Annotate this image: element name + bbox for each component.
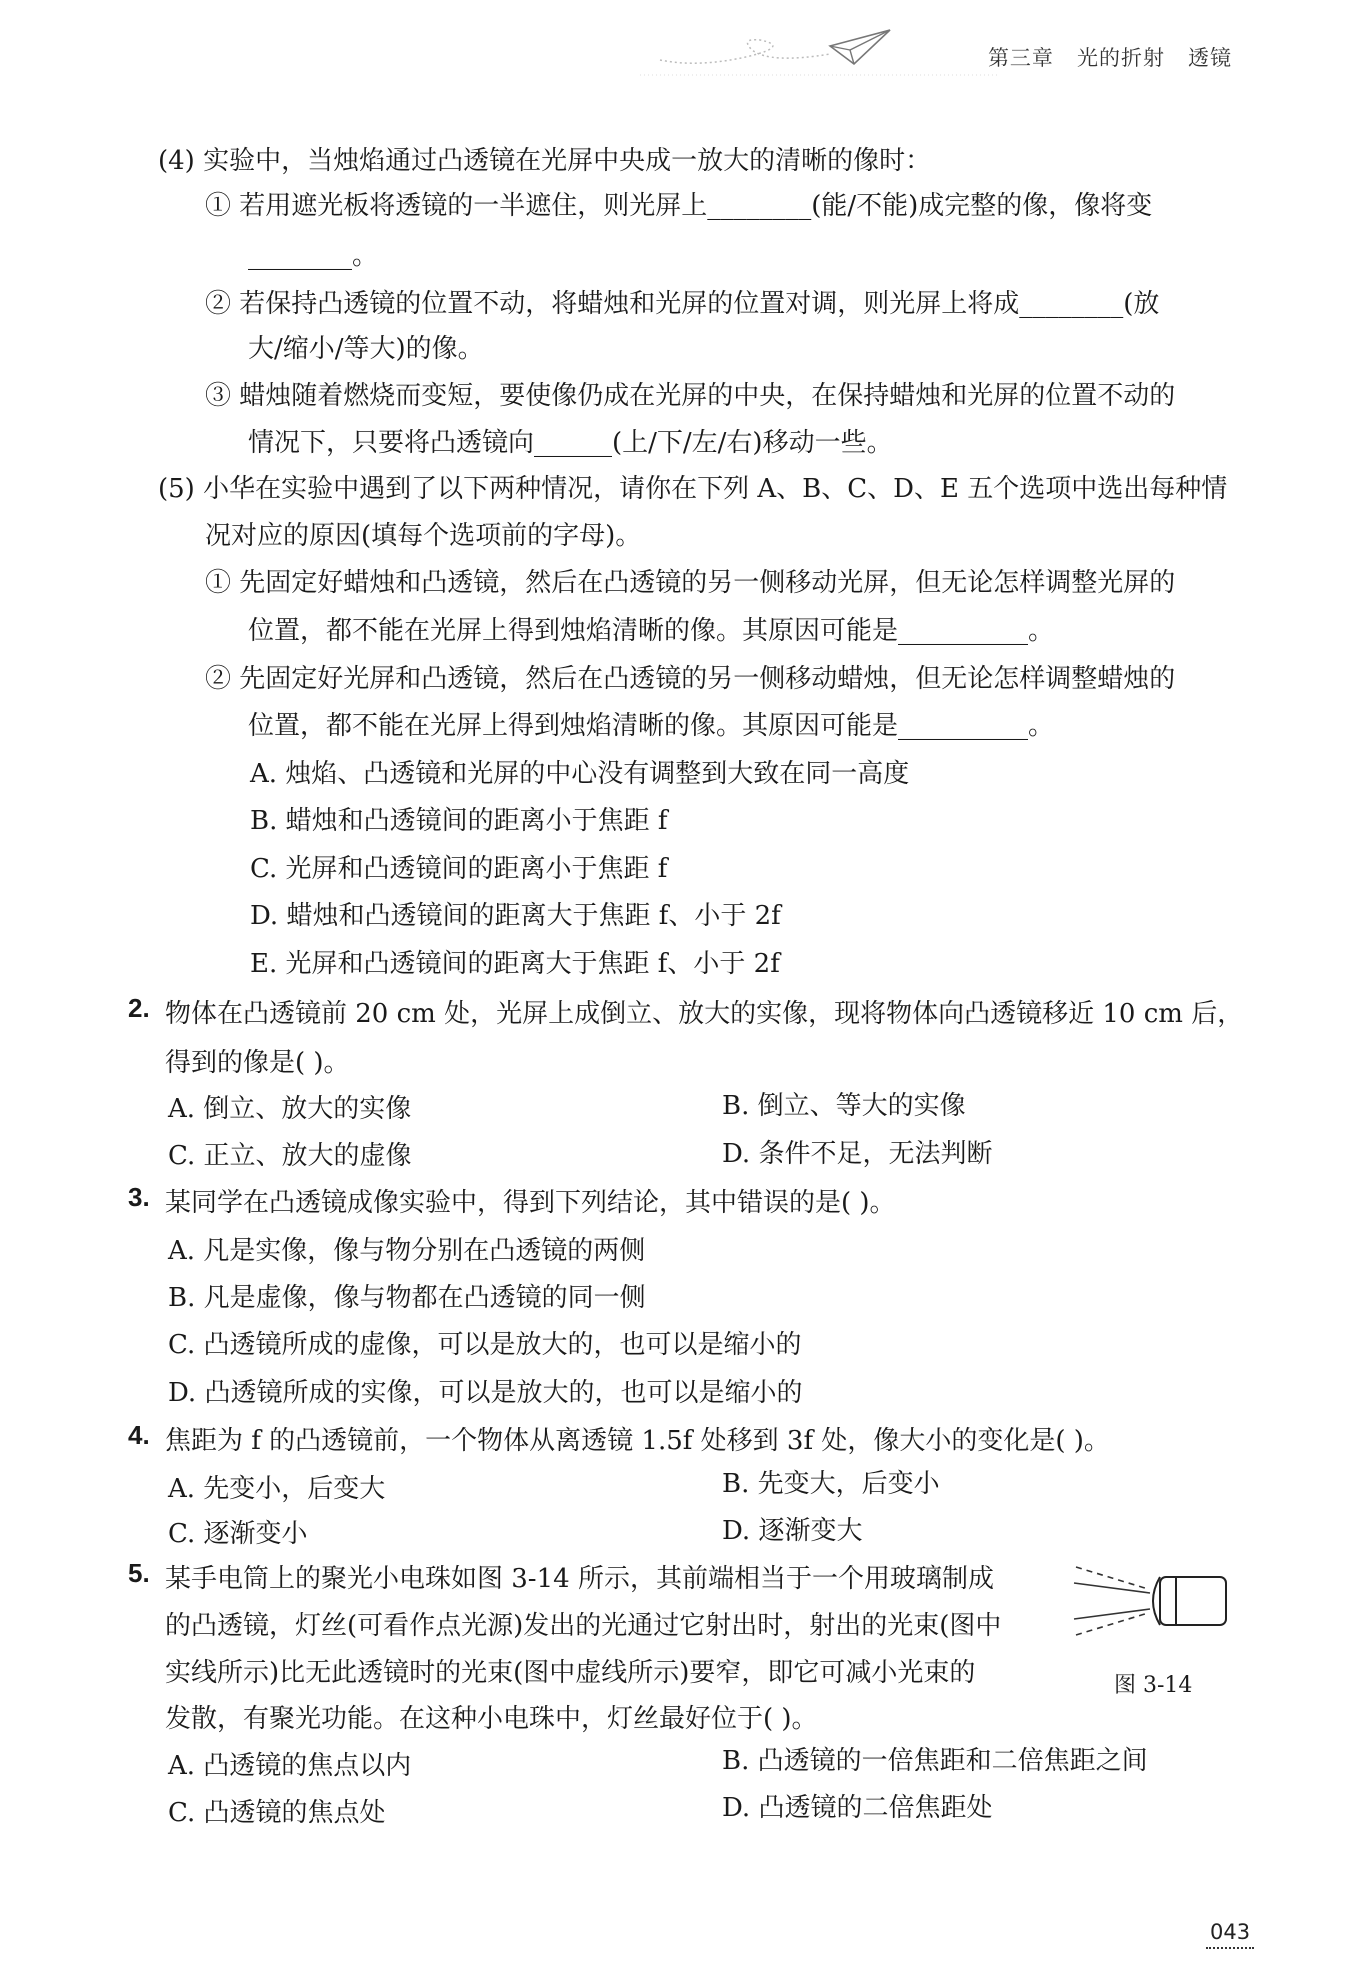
q2-stem-line1: 物体在凸透镜前 20 cm 处，光屏上成倒立、放大的实像，现将物体向凸透镜移近 10 cm 后， bbox=[165, 999, 1244, 1029]
q1-part4-item3-line1: ③ 蜡烛随着燃烧而变短，要使像仍成在光屏的中央，在保持蜡烛和光屏的位置不动的 bbox=[205, 381, 1176, 411]
q1-part5-item2-line1: ② 先固定好光屏和凸透镜，然后在凸透镜的另一侧移动蜡烛，但无论怎样调整蜡烛的 bbox=[205, 664, 1176, 694]
q1-part5-option-a: A. 烛焰、凸透镜和光屏的中心没有调整到大致在同一高度 bbox=[250, 759, 910, 789]
dotted-swirl-line bbox=[660, 40, 830, 63]
q2-option-d: D. 条件不足，无法判断 bbox=[722, 1139, 993, 1169]
q3-number: 3. bbox=[128, 1182, 150, 1212]
q5-option-c: C. 凸透镜的焦点处 bbox=[168, 1798, 386, 1828]
q5-number: 5. bbox=[128, 1558, 150, 1588]
q5-stem-line4: 发散，有聚光功能。在这种小电珠中，灯丝最好位于( )。 bbox=[165, 1704, 818, 1734]
figure-3-14-bulb-diagram bbox=[1068, 1555, 1248, 1655]
bulb-body bbox=[1160, 1577, 1226, 1625]
page-number-underline bbox=[1206, 1947, 1254, 1949]
q2-option-c: C. 正立、放大的虚像 bbox=[168, 1141, 412, 1171]
header-chapter: 第三章 bbox=[987, 46, 1054, 70]
header-decoration bbox=[640, 20, 1000, 80]
q5-option-a: A. 凸透镜的焦点以内 bbox=[168, 1751, 412, 1781]
header-section: 光的折射 bbox=[1076, 46, 1165, 70]
q1-part5-stem-line2: 况对应的原因(填每个选项前的字母)。 bbox=[205, 521, 642, 551]
page-number: 043 bbox=[1210, 1920, 1251, 1944]
q1-part5-item2-line2: 位置，都不能在光屏上得到烛焰清晰的像。其原因可能是__________。 bbox=[248, 711, 1055, 741]
q3-option-a: A. 凡是实像，像与物分别在凸透镜的两侧 bbox=[168, 1236, 646, 1266]
q3-option-b: B. 凡是虚像，像与物都在凸透镜的同一侧 bbox=[168, 1283, 646, 1313]
q2-option-a: A. 倒立、放大的实像 bbox=[168, 1094, 412, 1124]
q2-option-b: B. 倒立、等大的实像 bbox=[722, 1091, 966, 1121]
q1-part5-option-d: D. 蜡烛和凸透镜间的距离大于焦距 f、小于 2f bbox=[250, 901, 781, 931]
q4-option-a: A. 先变小，后变大 bbox=[168, 1474, 386, 1504]
q5-stem-line2: 的凸透镜，灯丝(可看作点光源)发出的光通过它射出时，射出的光束(图中 bbox=[165, 1611, 1002, 1641]
q2-number: 2. bbox=[128, 993, 150, 1023]
q5-option-d: D. 凸透镜的二倍焦距处 bbox=[722, 1793, 993, 1823]
q1-part4-item1-line1: ① 若用遮光板将透镜的一半遮住，则光屏上________(能/不能)成完整的像，像将变 bbox=[205, 191, 1153, 221]
q1-part5-stem-line1: (5) 小华在实验中遇到了以下两种情况，请你在下列 A、B、C、D、E 五个选项中选出每种情 bbox=[158, 474, 1228, 504]
header-topic: 透镜 bbox=[1188, 46, 1232, 70]
q3-option-d: D. 凸透镜所成的实像，可以是放大的，也可以是缩小的 bbox=[168, 1378, 803, 1408]
figure-3-14-caption: 图 3-14 bbox=[1114, 1673, 1193, 1698]
q4-number: 4. bbox=[128, 1420, 150, 1450]
q1-part4-item2-line1: ② 若保持凸透镜的位置不动，将蜡烛和光屏的位置对调，则光屏上将成________(放 bbox=[205, 289, 1160, 319]
paper-plane-icon bbox=[830, 30, 890, 64]
q4-option-b: B. 先变大，后变小 bbox=[722, 1469, 940, 1499]
q1-part5-option-e: E. 光屏和凸透镜间的距离大于焦距 f、小于 2f bbox=[250, 949, 780, 979]
q4-option-d: D. 逐渐变大 bbox=[722, 1516, 863, 1546]
q3-option-c: C. 凸透镜所成的虚像，可以是放大的，也可以是缩小的 bbox=[168, 1330, 802, 1360]
q1-part5-item1-line1: ① 先固定好蜡烛和凸透镜，然后在凸透镜的另一侧移动光屏，但无论怎样调整光屏的 bbox=[205, 568, 1176, 598]
q1-part4-stem: (4) 实验中，当烛焰通过凸透镜在光屏中央成一放大的清晰的像时： bbox=[158, 146, 932, 176]
q1-part4-item3-line2: 情况下，只要将凸透镜向______(上/下/左/右)移动一些。 bbox=[248, 428, 893, 458]
q1-part5-item1-line2: 位置，都不能在光屏上得到烛焰清晰的像。其原因可能是__________。 bbox=[248, 616, 1055, 646]
dashed-ray-upper bbox=[1076, 1567, 1148, 1589]
q5-stem-line1: 某手电筒上的聚光小电珠如图 3-14 所示，其前端相当于一个用玻璃制成 bbox=[165, 1564, 994, 1594]
q5-option-b: B. 凸透镜的一倍焦距和二倍焦距之间 bbox=[722, 1746, 1148, 1776]
q3-stem: 某同学在凸透镜成像实验中，得到下列结论，其中错误的是( )。 bbox=[165, 1188, 896, 1218]
q1-part5-option-c: C. 光屏和凸透镜间的距离小于焦距 f bbox=[250, 854, 668, 884]
q1-part4-item2-line2: 大/缩小/等大)的像。 bbox=[248, 334, 484, 364]
q4-stem: 焦距为 f 的凸透镜前，一个物体从离透镜 1.5f 处移到 3f 处，像大小的变化是( )。 bbox=[165, 1426, 1110, 1456]
solid-ray-lower bbox=[1074, 1609, 1150, 1619]
q2-stem-line2: 得到的像是( )。 bbox=[165, 1048, 350, 1078]
solid-ray-upper bbox=[1074, 1583, 1150, 1593]
q4-option-c: C. 逐渐变小 bbox=[168, 1519, 308, 1549]
dashed-ray-lower bbox=[1076, 1613, 1148, 1635]
q1-part4-item1-line2: ________。 bbox=[248, 241, 379, 271]
lens-front bbox=[1153, 1577, 1160, 1625]
q1-part5-option-b: B. 蜡烛和凸透镜间的距离小于焦距 f bbox=[250, 806, 668, 836]
page-header bbox=[988, 42, 1232, 72]
q5-stem-line3: 实线所示)比无此透镜时的光束(图中虚线所示)要窄，即它可减小光束的 bbox=[165, 1658, 976, 1688]
